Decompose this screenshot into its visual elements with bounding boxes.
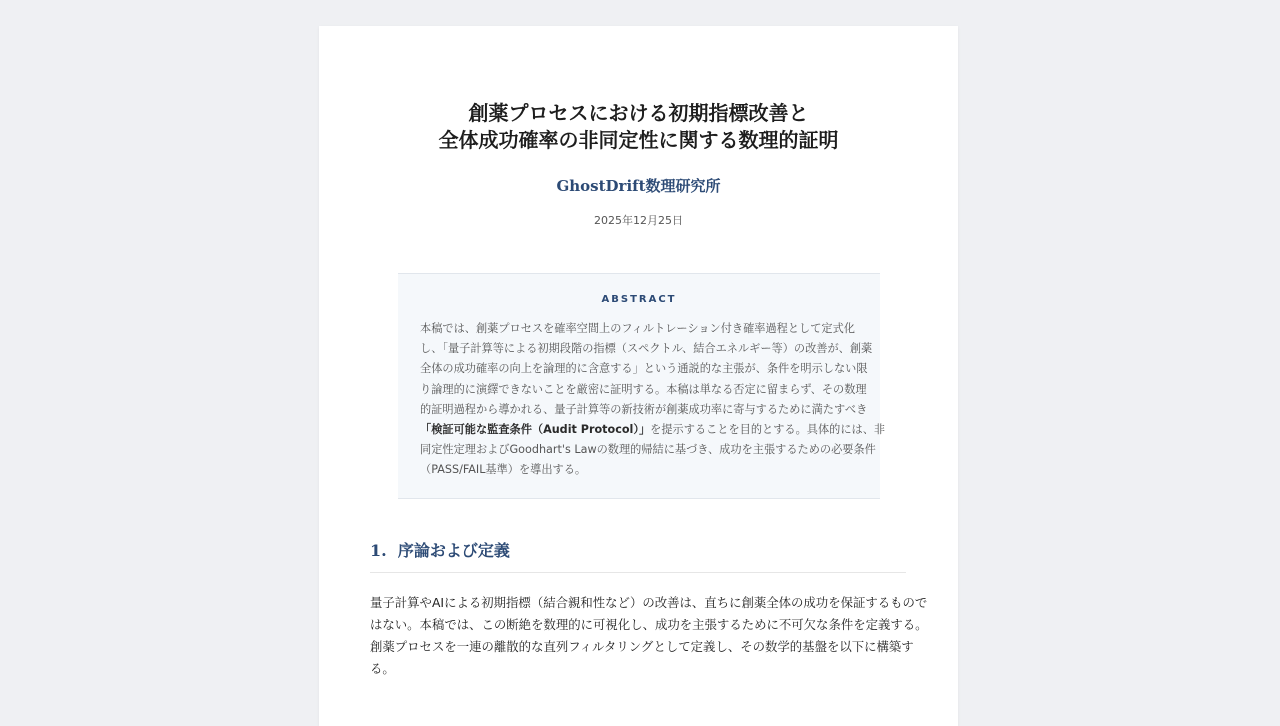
section-number: 1. — [370, 541, 387, 560]
date: 2025年12月25日 — [594, 214, 683, 227]
abstract-line: し、「量子計算等による初期段階の指標（スペクトル、結合エネルギー等）の改善が、創薬 — [420, 342, 873, 356]
abstract-text — [420, 319, 886, 481]
abstract-line: （PASS/FAIL基準）を導出する。 — [420, 463, 587, 477]
paper-page — [319, 26, 958, 726]
paragraph-line: 創薬プロセスを一連の離散的な直列フィルタリングとして定義し、その数学的基盤を以下に構築す — [370, 639, 914, 654]
section-heading — [370, 538, 906, 573]
author: GhostDrift数理研究所 — [556, 177, 721, 195]
abstract-box — [398, 273, 886, 499]
abstract-line-text: を提示することを目的とする。具体的には、非 — [650, 423, 886, 437]
title-line: 全体成功確率の非同定性に関する数理的証明 — [438, 128, 839, 152]
abstract-heading: ABSTRACT — [601, 294, 677, 305]
audit-protocol-emphasis: 「検証可能な監査条件（Audit Protocol）」 — [420, 423, 651, 437]
section-title: 序論および定義 — [397, 541, 510, 560]
intro-paragraph — [370, 592, 928, 680]
abstract-line: 同定性定理およびGoodhart's Lawの数理的帰結に基づき、成功を主張するための必要条件 — [420, 443, 876, 457]
abstract-line: 全体の成功確率の向上を論理的に含意する」という通説的な主張が、条件を明示しない限 — [420, 362, 868, 376]
paragraph-line: 量子計算やAIによる初期指標（結合親和性など）の改善は、直ちに創薬全体の成功を保証するもので — [370, 595, 928, 610]
paper-title — [319, 100, 958, 154]
paragraph-line: る。 — [370, 661, 395, 676]
abstract-line: 本稿では、創薬プロセスを確率空間上のフィルトレーション付き確率過程として定式化 — [420, 322, 855, 335]
abstract-line: り論理的に演繹できないことを厳密に証明する。本稿は単なる否定に留まらず、その数理 — [420, 382, 867, 396]
paragraph-line: はない。本稿では、この断絶を数理的に可視化し、成功を主張するために不可欠な条件を定義する。 — [370, 617, 928, 632]
abstract-line — [420, 420, 886, 440]
title-line: 創薬プロセスにおける初期指標改善と — [468, 101, 809, 125]
abstract-line: 的証明過程から導かれる、量子計算等の新技術が創薬成功率に寄与するために満たすべき — [420, 402, 868, 416]
